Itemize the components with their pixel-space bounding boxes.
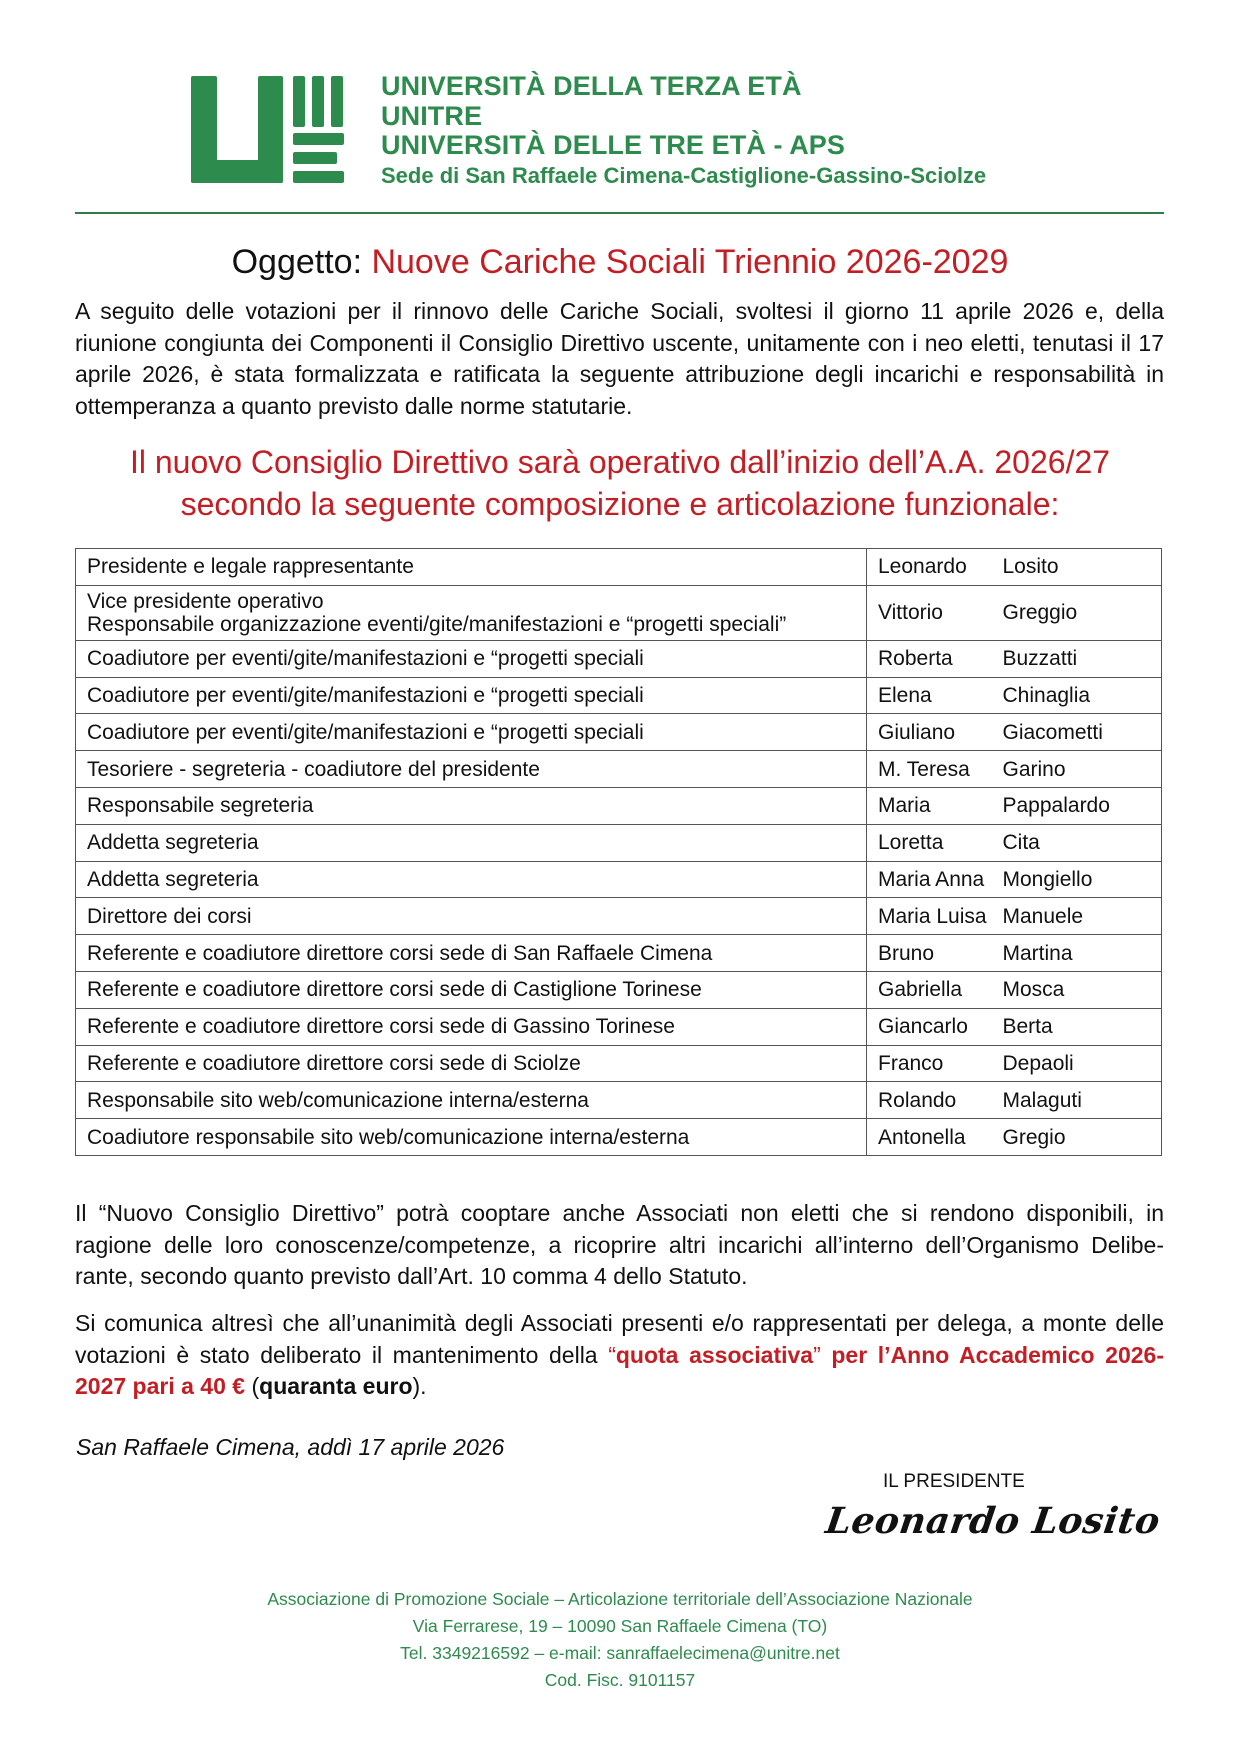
footer-contacts: Tel. 3349216592 – e-mail: sanraffaelecimena@unitre.net (400, 1643, 840, 1663)
intro-paragraph: A seguito delle votazioni per il rinnovo delle Cariche Sociali, svoltesi il giorno 11 aprile 2026 e, della riunione congiunta dei Componenti il Consiglio Direttivo uscente, unitamente con i neo eletti, tenutasi il 17 aprile 2026, è stata formalizzata e ratificata la seguente attribuzione degli incarichi e responsabilità in ottemperanza a quanto previsto dalle norme statutarie. (75, 298, 1164, 419)
logo-vertical-bar (331, 76, 343, 127)
surname-cell: Chinaglia (1003, 677, 1162, 714)
unitre-logo-icon (191, 76, 347, 184)
first-name-cell: Gabriella (867, 971, 1003, 1008)
letterhead-line-2: UNITRE (381, 100, 483, 131)
logo-u-base-bar (191, 160, 283, 183)
surname-cell: Garino (1003, 751, 1162, 788)
role-cell: Referente e coadiutore direttore corsi sede di Sciolze (76, 1045, 867, 1082)
first-name-cell: Giuliano (867, 714, 1003, 751)
table-row (76, 935, 1162, 972)
role-cell: Responsabile sito web/comunicazione interna/esterna (76, 1082, 867, 1119)
first-name-cell: Maria Anna (867, 861, 1003, 898)
letterhead (381, 72, 986, 191)
first-name-cell: Rolando (867, 1082, 1003, 1119)
role-cell: Addetta segreteria (76, 824, 867, 861)
first-name-cell: Vittorio (867, 585, 1003, 640)
president-title: IL PRESIDENTE (883, 1471, 1025, 1492)
first-name-cell: Maria (867, 787, 1003, 824)
role-line-2: Responsabile organizzazione eventi/gite/manifestazioni e “progetti speciali” (87, 612, 787, 636)
table-row (76, 1008, 1162, 1045)
table-row (76, 898, 1162, 935)
first-name-cell: Roberta (867, 640, 1003, 677)
roles-table (75, 548, 1162, 1156)
table-row (76, 787, 1162, 824)
logo-horizontal-bar (293, 152, 337, 164)
fee-text-part-3: ). (412, 1373, 427, 1399)
fee-open-quote: “ (608, 1341, 616, 1368)
fee-quota-label: quota associativa (615, 1341, 814, 1368)
surname-cell: Buzzatti (1003, 640, 1162, 677)
surname-cell: Gregio (1003, 1119, 1162, 1156)
role-cell: Coadiutore responsabile sito web/comunicazione interna/esterna (76, 1119, 867, 1156)
council-heading (0, 441, 1240, 525)
table-row (76, 1119, 1162, 1156)
table-row (76, 861, 1162, 898)
table-row (76, 677, 1162, 714)
first-name-cell: Maria Luisa (867, 898, 1003, 935)
surname-cell: Depaoli (1003, 1045, 1162, 1082)
role-cell: Addetta segreteria (76, 861, 867, 898)
surname-cell: Greggio (1003, 585, 1162, 640)
surname-cell: Manuele (1003, 898, 1162, 935)
president-signature: Leonardo Losito (823, 1500, 1163, 1542)
footer (0, 1586, 1240, 1694)
logo-horizontal-bar (293, 171, 344, 183)
council-heading-line-2: secondo la seguente composizione e articolazione funzionale: (180, 486, 1060, 522)
first-name-cell: M. Teresa (867, 751, 1003, 788)
fee-close-quote: ” (813, 1341, 821, 1368)
first-name-cell: Loretta (867, 824, 1003, 861)
fee-highlight: per l’Anno Accademico 2026-2027 pari a 40 € (75, 1341, 1164, 1399)
letterhead-line-3: UNIVERSITÀ DELLE TRE ETÀ - APS (381, 130, 846, 160)
table-row (76, 1082, 1162, 1119)
membership-fee-paragraph (75, 1308, 1164, 1403)
role-cell: Presidente e legale rappresentante (76, 549, 867, 586)
cooptation-paragraph: Il “Nuovo Consiglio Direttivo” potrà cooptare anche Associati non eletti che si rendono disponibili, in ragione delle loro conoscenze/competenze, a ricoprire altri incarichi all’interno dell’Organismo Delibe-rante, secondo quanto previsto dall’Art. 10 comma 4 dello Statuto. (75, 1200, 1164, 1289)
fee-text-part-1: Si comunica altresì che all’unanimità degli Associati presenti e/o rappresentati per delega, a monte delle votazioni è stato deliberato il mantenimento della (75, 1310, 1164, 1368)
logo-vertical-bar (293, 76, 305, 127)
table-row (76, 971, 1162, 1008)
table-row (76, 751, 1162, 788)
surname-cell: Giacometti (1003, 714, 1162, 751)
place-and-date: San Raffaele Cimena, addì 17 aprile 2026 (76, 1434, 505, 1460)
role-cell: Referente e coadiutore direttore corsi sede di San Raffaele Cimena (76, 935, 867, 972)
surname-cell: Mosca (1003, 971, 1162, 1008)
footer-association: Associazione di Promozione Sociale – Articolazione territoriale dell’Associazione Nazionale (267, 1589, 973, 1609)
role-line-1: Vice presidente operativo (87, 589, 324, 613)
role-cell: Coadiutore per eventi/gite/manifestazioni e “progetti speciali (76, 640, 867, 677)
surname-cell: Pappalardo (1003, 787, 1162, 824)
logo-horizontal-bar (293, 133, 344, 145)
logo-vertical-bar (312, 76, 324, 127)
header-divider (75, 212, 1164, 214)
role-cell: Direttore dei corsi (76, 898, 867, 935)
first-name-cell: Antonella (867, 1119, 1003, 1156)
subject-label: Oggetto: (231, 243, 372, 281)
subject-value: Nuove Cariche Sociali Triennio 2026-2029 (371, 243, 1009, 281)
fee-amount-words: quaranta euro (259, 1373, 413, 1399)
council-heading-line-1: Il nuovo Consiglio Direttivo sarà operativo dall’inizio dell’A.A. 2026/27 (129, 444, 1111, 480)
surname-cell: Berta (1003, 1008, 1162, 1045)
subject-line (0, 242, 1240, 282)
footer-tax-code: Cod. Fisc. 9101157 (544, 1670, 696, 1690)
surname-cell: Cita (1003, 824, 1162, 861)
role-cell: Coadiutore per eventi/gite/manifestazioni e “progetti speciali (76, 677, 867, 714)
fee-text-part-2: ( (245, 1373, 260, 1399)
role-cell (76, 585, 867, 640)
surname-cell: Malaguti (1003, 1082, 1162, 1119)
letterhead-line-1: UNIVERSITÀ DELLA TERZA ETÀ (381, 71, 802, 101)
role-cell: Coadiutore per eventi/gite/manifestazioni e “progetti speciali (76, 714, 867, 751)
first-name-cell: Elena (867, 677, 1003, 714)
surname-cell: Losito (1003, 549, 1162, 586)
first-name-cell: Giancarlo (867, 1008, 1003, 1045)
table-row (76, 824, 1162, 861)
surname-cell: Mongiello (1003, 861, 1162, 898)
table-row (76, 714, 1162, 751)
table-row (76, 549, 1162, 586)
footer-address: Via Ferrarese, 19 – 10090 San Raffaele Cimena (TO) (412, 1616, 828, 1636)
role-cell: Referente e coadiutore direttore corsi sede di Gassino Torinese (76, 1008, 867, 1045)
role-cell: Tesoriere - segreteria - coadiutore del presidente (76, 751, 867, 788)
table-row (76, 585, 1162, 640)
table-row (76, 640, 1162, 677)
role-cell: Referente e coadiutore direttore corsi sede di Castiglione Torinese (76, 971, 867, 1008)
table-row (76, 1045, 1162, 1082)
letterhead-subline: Sede di San Raffaele Cimena-Castiglione-Gassino-Sciolze (381, 162, 987, 188)
surname-cell: Martina (1003, 935, 1162, 972)
first-name-cell: Leonardo (867, 549, 1003, 586)
first-name-cell: Bruno (867, 935, 1003, 972)
first-name-cell: Franco (867, 1045, 1003, 1082)
role-cell: Responsabile segreteria (76, 787, 867, 824)
